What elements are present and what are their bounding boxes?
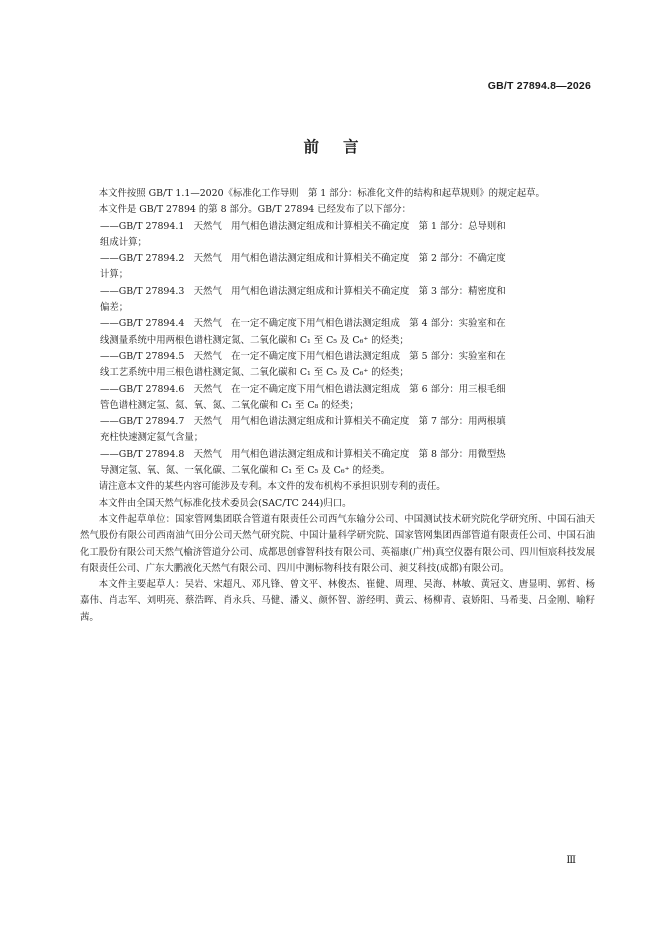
list-item-part-7	[80, 414, 595, 447]
list-item-continuation: 管色谱柱测定氢、氦、氧、氮、二氧化碳和 C₁ 至 C₈ 的烃类；	[100, 399, 359, 411]
list-item-continuation: 线测量系统中用两根色谱柱测定氮、二氧化碳和 C₁ 至 C₅ 及 C₆⁺ 的烃类；	[100, 334, 409, 346]
list-item-part-5	[80, 349, 595, 382]
paragraph-patent-notice: 请注意本文件的某些内容可能涉及专利。本文件的发布机构不承担识别专利的责任。	[98, 481, 446, 493]
list-item-continuation: 组成计算；	[100, 236, 147, 248]
list-item-line: ——GB/T 27894.3 天然气 用气相色谱法测定组成和计算相关不确定度 第 3 部分：精密度和	[100, 285, 506, 297]
document-body	[80, 186, 595, 626]
list-item-line: ——GB/T 27894.5 天然气 在一定不确定度下用气相色谱法测定组成 第 5 部分：实验室和在	[100, 350, 506, 362]
list-item-continuation: 偏差；	[100, 302, 129, 314]
list-item-part-4	[80, 316, 595, 349]
list-item-continuation: 线工艺系统中用三根色谱柱测定氮、二氧化碳和 C₁ 至 C₅ 及 C₆⁺ 的烃类；	[100, 367, 409, 379]
list-item-part-6	[80, 382, 595, 415]
page-number: Ⅲ	[566, 855, 576, 866]
list-item-line: ——GB/T 27894.2 天然气 用气相色谱法测定组成和计算相关不确定度 第 2 部分：不确定度	[100, 253, 506, 265]
list-item-continuation: 导测定氢、氧、氮、一氧化碳、二氧化碳和 C₁ 至 C₅ 及 C₆⁺ 的烃类。	[100, 465, 391, 477]
paragraph-drafting-rules: 本文件按照 GB/T 1.1—2020《标准化工作导则 第 1 部分：标准化文件的结构和起草规则》的规定起草。	[98, 188, 545, 199]
list-item-continuation: 计算；	[100, 269, 129, 281]
list-item-part-1	[80, 219, 595, 252]
list-item-continuation: 充柱快速测定氦气含量；	[100, 432, 204, 444]
list-item-line: ——GB/T 27894.1 天然气 用气相色谱法测定组成和计算相关不确定度 第 1 部分：总导则和	[100, 220, 506, 232]
list-item-line: ——GB/T 27894.8 天然气 用气相色谱法测定组成和计算相关不确定度 第 8 部分：用微型热	[100, 448, 506, 460]
paragraph-drafters: 本文件主要起草人：吴岩、宋超凡、邓凡锋、曾文平、林俊杰、崔健、周理、吴海、林敏、黄冠文、唐显明、郭哲、杨嘉伟、肖志军、刘明亮、蔡浩晖、肖永兵、马健、潘义、颜怀智、游经明、黄云、杨柳青、袁娇阳、马希斐、吕金刚、喻籽茜。	[80, 579, 595, 623]
standard-number: GB/T 27894.8—2026	[487, 80, 591, 92]
list-item-line: ——GB/T 27894.6 天然气 在一定不确定度下用气相色谱法测定组成 第 6 部分：用三根毛细	[100, 383, 506, 395]
published-parts-list	[80, 219, 595, 480]
paragraph-committee: 本文件由全国天然气标准化技术委员会(SAC/TC 244)归口。	[98, 497, 352, 509]
list-item-line: ——GB/T 27894.4 天然气 在一定不确定度下用气相色谱法测定组成 第 4 部分：实验室和在	[100, 318, 506, 330]
paragraph-part-list-intro: 本文件是 GB/T 27894 的第 8 部分。GB/T 27894 已经发布了以下部分：	[98, 204, 411, 216]
list-item-part-8	[80, 447, 595, 480]
paragraph-drafting-organizations: 本文件起草单位：国家管网集团联合管道有限责任公司西气东输分公司、中国测试技术研究院化学研究所、中国石油天然气股份有限公司西南油气田分公司天然气研究院、中国计量科学研究院、国家管网集团西部管道有限责任公司、中国石油化工股份有限公司天然气榆济管道分公司、成都思创睿智科技有限公司、英福康(广州)真空仪器有限公司、四川恒宸科技发展有限责任公司、广东大鹏液化天然气有限公司、四川中测标物科技有限公司、昶艾科技(成都)有限公司。	[80, 513, 595, 574]
list-item-part-3	[80, 284, 595, 317]
list-item-part-2	[80, 251, 595, 284]
list-item-line: ——GB/T 27894.7 天然气 用气相色谱法测定组成和计算相关不确定度 第 7 部分：用两根填	[100, 416, 506, 428]
page-title: 前言	[303, 138, 383, 156]
